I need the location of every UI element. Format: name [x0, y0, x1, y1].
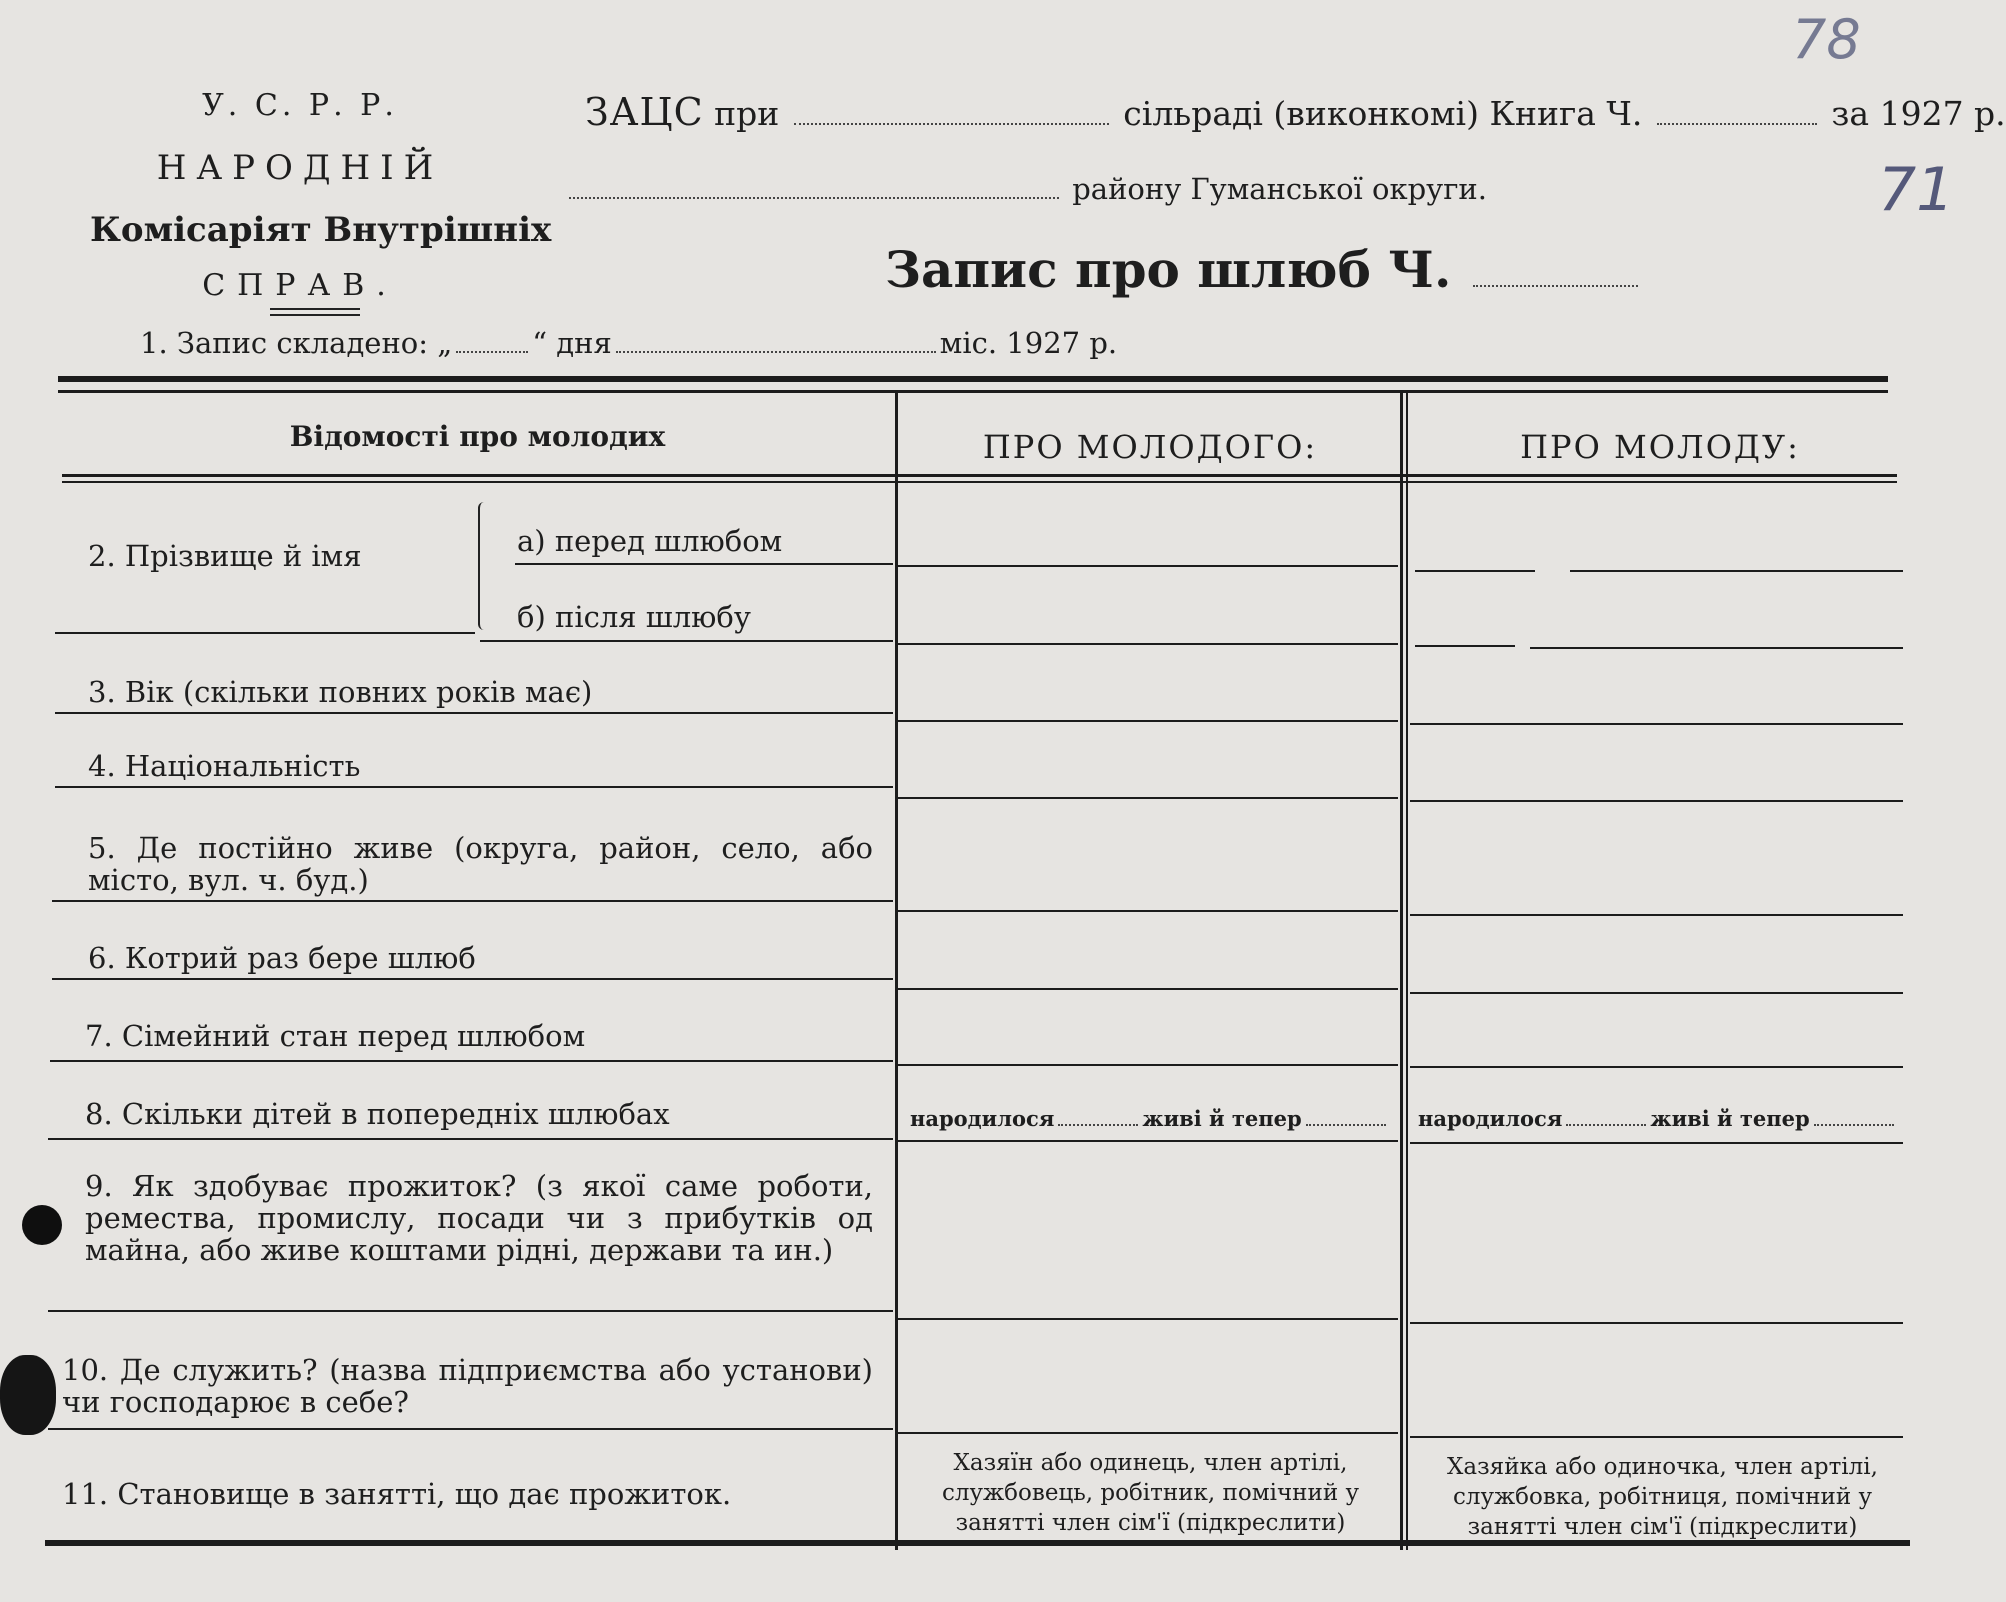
punch-hole — [22, 1205, 62, 1245]
district-label: району Гуманської округи. — [1072, 172, 1487, 206]
bride-nationality-field[interactable] — [1410, 800, 1903, 802]
day-field[interactable] — [456, 351, 528, 353]
column-divider-mid-2 — [1406, 393, 1408, 1550]
bride-name-before-field[interactable] — [1415, 570, 1535, 572]
row-rule — [48, 1310, 893, 1312]
column-divider-mid — [1400, 393, 1403, 1550]
bride-residence-field[interactable] — [1410, 914, 1903, 916]
groom-alive-field[interactable] — [1306, 1124, 1386, 1126]
row-rule — [1410, 1142, 1903, 1144]
book-number-field[interactable] — [1657, 123, 1817, 125]
groom-occupation-note: Хазяїн або одинець, член артілі, службовець, робітник, помічний у занятті член сім'ї (підкреслити) — [942, 1450, 1359, 1536]
divider — [270, 308, 360, 310]
bride-marital-status-field[interactable] — [1410, 1066, 1903, 1068]
month-field[interactable] — [616, 351, 936, 353]
row-rule — [52, 900, 893, 902]
ministry-line-3: СПРАВ. — [202, 268, 398, 303]
groom-workplace-field[interactable] — [898, 1432, 1398, 1434]
ministry-line-2: Комісаріят Внутрішніх — [90, 210, 552, 250]
row-rule — [52, 978, 893, 980]
row-label-name: 2. Прізвище й імя — [88, 539, 362, 573]
usrr-label: У. С. Р. Р. — [202, 88, 398, 123]
groom-marital-status-field[interactable] — [898, 1064, 1398, 1066]
punch-hole — [0, 1355, 56, 1435]
bride-livelihood-field[interactable] — [1410, 1322, 1903, 1324]
record-quote-close: “ дня — [532, 326, 612, 360]
alive-label: живі й тепер — [1142, 1106, 1302, 1131]
divider — [270, 314, 360, 316]
groom-marriage-count-field[interactable] — [898, 988, 1398, 990]
handwritten-mark: 71 — [1878, 155, 1955, 225]
row-rule — [48, 1138, 893, 1140]
row-label-workplace: 10. Де служить? (назва підприємства або установи) чи господарює в себе? — [62, 1353, 873, 1419]
row-label-residence: 5. Де постійно живе (округа, район, село, або місто, вул. ч. буд.) — [88, 831, 873, 897]
table-top-rule-thin — [58, 390, 1888, 393]
zacs-pri: при — [714, 94, 780, 133]
groom-name-after-field[interactable] — [898, 643, 1398, 645]
groom-nationality-field[interactable] — [898, 797, 1398, 799]
header-rule-thin — [62, 481, 1897, 483]
row-rule — [55, 786, 893, 788]
zacs-line — [585, 90, 2006, 134]
born-label: народилося — [1418, 1106, 1563, 1131]
row-rule — [480, 640, 893, 642]
record-number-field[interactable] — [1473, 285, 1638, 287]
page-title — [885, 240, 1642, 299]
handwritten-page-number: 78 — [1792, 8, 1861, 71]
village-council-field[interactable] — [794, 123, 1109, 125]
row-label-nationality: 4. Національність — [88, 749, 361, 783]
groom-name-before-field[interactable] — [898, 565, 1398, 567]
bride-alive-field[interactable] — [1814, 1124, 1894, 1126]
row-label-occupation-status: 11. Становище в занятті, що дає прожиток. — [62, 1477, 732, 1511]
header-rule — [62, 474, 1897, 477]
groom-age-field[interactable] — [898, 720, 1398, 722]
alive-label: живі й тепер — [1650, 1106, 1810, 1131]
row-label-livelihood: 9. Як здобуває прожиток? (з якої саме роботи, ремества, промислу, посади чи з прибутків од майна, або живе коштами рідні, держави та ин.) — [85, 1169, 873, 1267]
record-item-label: 1. Запис складено: „ — [140, 326, 453, 360]
record-month-year: міс. 1927 р. — [939, 326, 1118, 360]
column-header-bride: ПРО МОЛОДУ: — [1520, 428, 1800, 466]
row-sublabel-before: а) перед шлюбом — [517, 524, 783, 558]
row-rule — [55, 712, 893, 714]
groom-residence-field[interactable] — [898, 910, 1398, 912]
bride-name-after-field[interactable] — [1415, 645, 1515, 647]
groom-born-field[interactable] — [1058, 1124, 1138, 1126]
bride-marriage-count-field[interactable] — [1410, 992, 1903, 994]
brace — [478, 502, 490, 630]
bride-name-after-field-2[interactable] — [1530, 647, 1903, 649]
zacs-prefix: ЗАЦС — [585, 90, 704, 134]
bride-age-field[interactable] — [1410, 723, 1903, 725]
groom-livelihood-field[interactable] — [898, 1318, 1398, 1320]
bride-children — [1418, 1106, 1898, 1131]
row-label-marriage-count: 6. Котрий раз бере шлюб — [88, 941, 476, 975]
row-rule — [515, 563, 893, 565]
bride-occupation-note: Хазяйка або одиночка, член артілі, службовка, робітниця, помічний у занятті член сім'ї (підкреслити) — [1447, 1454, 1878, 1540]
ministry-line-1: НАРОДНІЙ — [156, 148, 444, 188]
row-rule — [50, 1060, 893, 1062]
record-date-line — [140, 326, 1117, 360]
bride-workplace-field[interactable] — [1410, 1436, 1903, 1438]
bride-name-before-field-2[interactable] — [1570, 570, 1903, 572]
row-rule — [48, 1428, 893, 1430]
born-label: народилося — [910, 1106, 1055, 1131]
title-text: Запис про шлюб Ч. — [885, 240, 1452, 299]
row-sublabel-after: б) після шлюбу — [517, 600, 751, 634]
groom-children — [910, 1106, 1390, 1131]
column-header-info: Відомості про молодих — [289, 420, 666, 453]
row-rule — [898, 1140, 1398, 1142]
table-top-rule — [58, 376, 1888, 382]
bride-born-field[interactable] — [1566, 1124, 1646, 1126]
district-field[interactable] — [569, 197, 1059, 199]
row-label-age: 3. Вік (скільки повних років має) — [88, 675, 593, 709]
zacs-silradi: сільраді (виконкомі) Книга Ч. — [1123, 94, 1643, 133]
district-line — [565, 172, 1487, 206]
row-label-marital-status: 7. Сімейний стан перед шлюбом — [85, 1019, 586, 1053]
row-rule — [55, 632, 475, 634]
row-label-children: 8. Скільки дітей в попередніх шлюбах — [85, 1097, 670, 1131]
zacs-year: за 1927 р. — [1831, 94, 2006, 133]
column-header-groom: ПРО МОЛОДОГО: — [982, 428, 1318, 466]
